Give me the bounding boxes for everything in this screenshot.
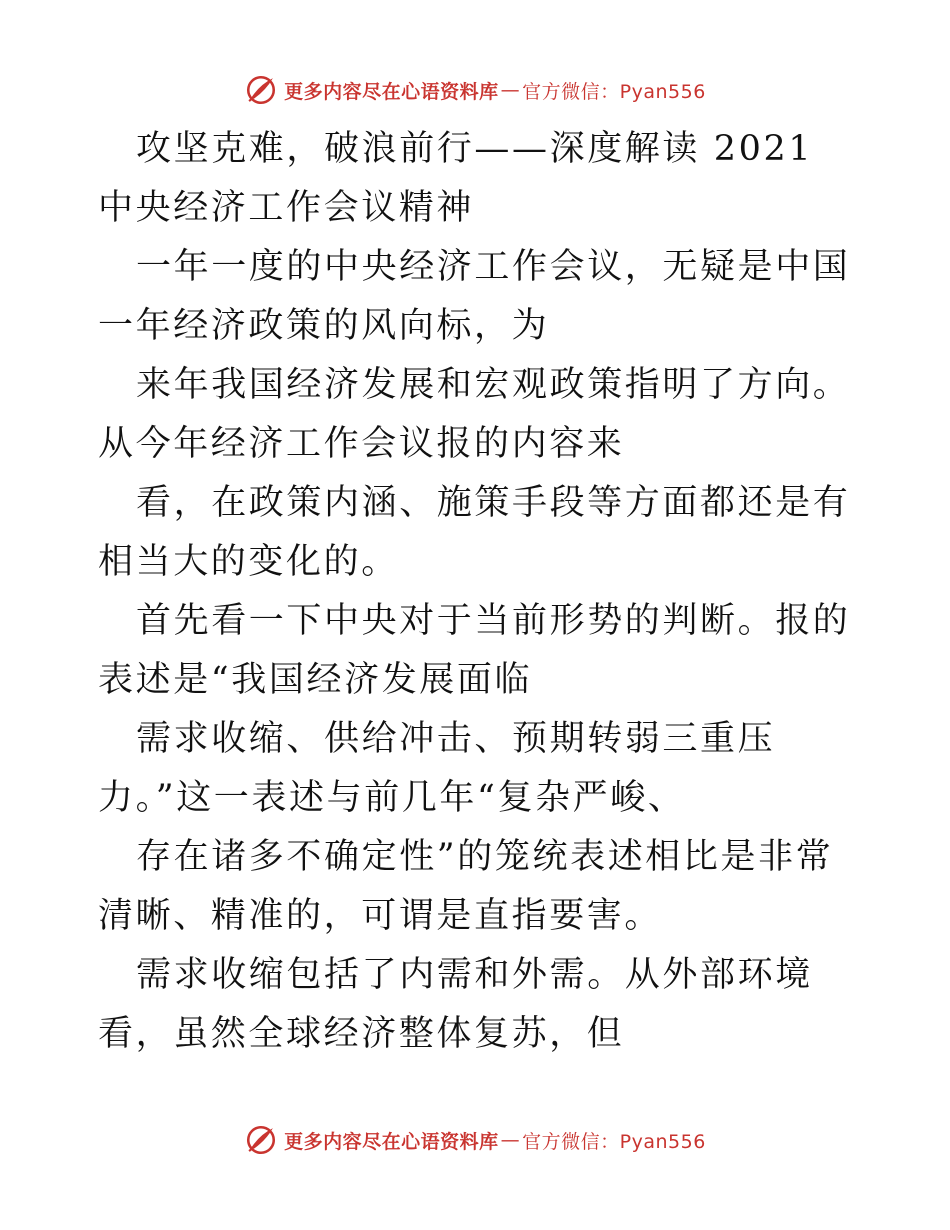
watermark-separator: — (500, 79, 521, 101)
paragraph: 需求收缩、供给冲击、预期转弱三重压力。”这一表述与前几年“复杂严峻、 (98, 719, 776, 818)
paragraph: 看，在政策内涵、施策手段等方面都还是有相当大的变化的。 (98, 483, 851, 582)
paragraph: 一年一度的中央经济工作会议，无疑是中国一年经济政策的风向标，为 (98, 247, 851, 346)
paragraph: 来年我国经济发展和宏观政策指明了方向。从今年经济工作会议报的内容来 (98, 365, 851, 464)
watermark-separator: — (500, 1129, 521, 1151)
paragraph: 需求收缩包括了内需和外需。从外部环境看，虽然全球经济整体复苏，但 (98, 955, 813, 1054)
document-title: 攻坚克难，破浪前行——深度解读 2021 中央经济工作会议精神 (98, 129, 814, 228)
watermark-brand: 更多内容尽在心语资料库 (284, 1130, 499, 1153)
document-body (98, 120, 858, 1064)
watermark-brand: 更多内容尽在心语资料库 (284, 80, 499, 103)
quill-logo-icon (244, 73, 278, 107)
quill-logo-icon (244, 1123, 278, 1157)
paragraph: 首先看一下中央对于当前形势的判断。报的表述是“我国经济发展面临 (98, 601, 851, 700)
footer-watermark (0, 1120, 950, 1160)
watermark-contact: 官方微信：Pyan556 (522, 1130, 706, 1153)
header-watermark (0, 70, 950, 110)
watermark-contact: 官方微信：Pyan556 (522, 80, 706, 103)
paragraph: 存在诸多不确定性”的笼统表述相比是非常清晰、精准的，可谓是直指要害。 (98, 837, 834, 936)
